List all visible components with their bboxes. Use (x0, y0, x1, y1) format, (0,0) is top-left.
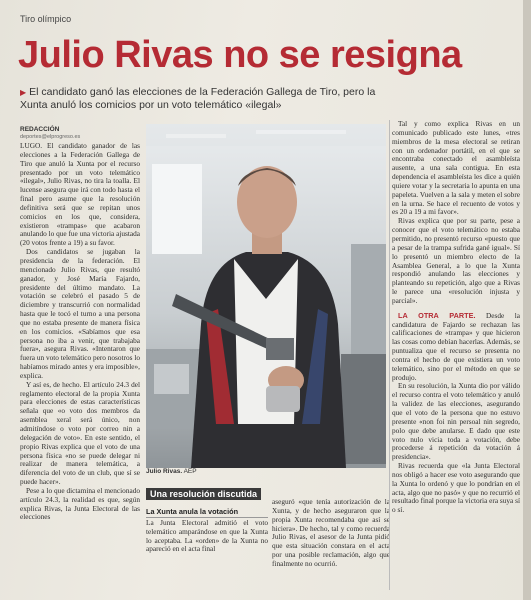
article-paragraph: Dos candidatos se jugaban la presidencia de la federación. El mencionado Julio Rivas, que resultó ganador, y José María Fajardo, presidente del último mandato. La votación se celebró el pasado 5 de diciembre y transcurrió con normalidad hasta que le tocó el turno a una persona que no estaba presente de manera física en los comicios. «Sabíamos que esa persona no iba a venir, que trabajaba fuera», asegura Rivas. «Intentaron que fuera un voto telemático pero nosotros lo habíamos mirado antes y era imposible», explica. (20, 247, 140, 380)
caption-credit: AEP (183, 468, 197, 475)
otra-parte-label: LA OTRA PARTE. (398, 310, 476, 320)
article-paragraph: LUGO. El candidato ganador de las elecciones a la Federación Gallega de Tiro que anuló la Xunta por el recurso presentado por un voto telemático «ilegal», Julio Rivas, no tira la toalla. El lucense asegura que irá con todo hasta el final pero asume que la resolución definitiva será que se repitan unos comicios en los que, considera, existieron «trampas» que acabaron anulando lo que fue una victoria ajustada (20 votos frente a 19) a su favor. (20, 142, 140, 248)
triangle-bullet-icon: ▶ (20, 88, 27, 97)
otra-parte-text: Desde la candidatura de Fajardo se rechazan las calificaciones de «trampa» y que hicieron las cosas como debían hacerlas. Además, se puntualiza que el recurso se presenta no contra el hecho de que existiera un voto telemático, sino por el método en que se produjo. (392, 310, 520, 382)
sidebar-column (146, 508, 268, 592)
article-paragraph-otra (392, 312, 520, 383)
article-paragraph: aseguró «que tenía autorización de la Xunta, y de hecho aseguraron que la propia Xunta recomendaba que así se hiciera». De hecho, tal y como recuerda Julio Rivas, el asesor de la Junta pidió que esta situación constara en el acta por una posible reclamación, algo que finalmente no ocurrió. (272, 498, 390, 568)
article-paragraph: Y así es, de hecho. El artículo 24.3 del reglamento electoral de la propia Xunta para elecciones de estas características señala que «o voto dos membros da asemblea xeral será único, non admitíndose o voto por correo nin a delegación de voto». En este sentido, el propio Rivas explica que el voto de una persona física «no se puede delegar ni realizar de manera telemática, a diferencia del voto de un club, que sí se puede hacer». (20, 379, 140, 487)
deck (20, 86, 390, 112)
adjacent-page-edge (523, 0, 531, 600)
byline-name: REDACCIÓN (20, 126, 60, 133)
headline: Julio Rivas no se resigna (18, 34, 462, 76)
article-paragraph: Rivas recuerda que «la Junta Electoral nos obligó a hacer ese voto asegurando que la Xunta lo ordenó y que lo pondrían en el acta, algo que no pasó» y que no recurrió el resultado final porque la victoria era suya sí o sí. (392, 461, 520, 515)
caption-name: Julio Rivas. (146, 468, 183, 475)
article-column-4 (392, 120, 520, 592)
article-paragraph: Tal y como explica Rivas en un comunicado publicado este lunes, «tres miembros de la mesa electoral se retiran con un ordenador portátil, en el que se encontraba conectado el asambleísta ausente, a una sala contigua. En esta dependencia el asambleísta les dice a quién quiere votar y la secretaria lo apunta en una papeleta. Vuelven a la sala y meten el sobre en la urna. Se hace el recuento de votos y es 20 a 19 a mi favor». (392, 120, 520, 217)
sidebar-title: Una resolución discutida (146, 488, 261, 500)
photo-illustration (146, 124, 386, 468)
article-paragraph: Pese a lo que dictamina el mencionado artículo 24.3, la realidad es que, según explica Rivas, la Junta Electoral de las elecciones (20, 485, 140, 522)
article-column-1 (20, 142, 140, 592)
article-photo (146, 124, 386, 468)
photo-caption (146, 468, 386, 475)
article-column-3 (272, 498, 390, 592)
byline-email: deportes@elprogreso.es (20, 134, 81, 140)
deck-text: El candidato ganó las elecciones de la Federación Gallega de Tiro, pero la Xunta anuló los comicios por un voto telemático «ilegal» (20, 86, 376, 111)
sidebar-subtitle: La Xunta anula la votación (146, 508, 268, 518)
column-divider (389, 120, 390, 590)
article-paragraph: Rivas explica que por su parte, pese a conocer que el voto telemático no estaba permitido, no presentó recurso «puesto que a pesar de la trampa sufrida gané igual». Sí lo presentó un miembro electo de la Asamblea General, a lo que la Xunta respondió anulando las elecciones y planteando su repetición, algo que a Rivas le parece una «resolución injusta y parcial». (392, 216, 520, 305)
sidebar-body: La Junta Electoral admitió el voto telemático amparándose en que la Xunta lo aceptaba. La «orden» de la Xunta no apareció en el acta final (146, 517, 268, 554)
article-paragraph: En su resolución, la Xunta dio por válido el recurso contra el voto telemático y anuló la validez de las elecciones, asegurando que el voto de la persona que no estuvo presente «non foi nin persoal nin segredo, polo que debe anularse. E dado que este voto nulo vicia toda a votación, debe procederse á repetición da votación á presidencia». (392, 381, 520, 462)
section-label: Tiro olímpico (20, 14, 72, 24)
